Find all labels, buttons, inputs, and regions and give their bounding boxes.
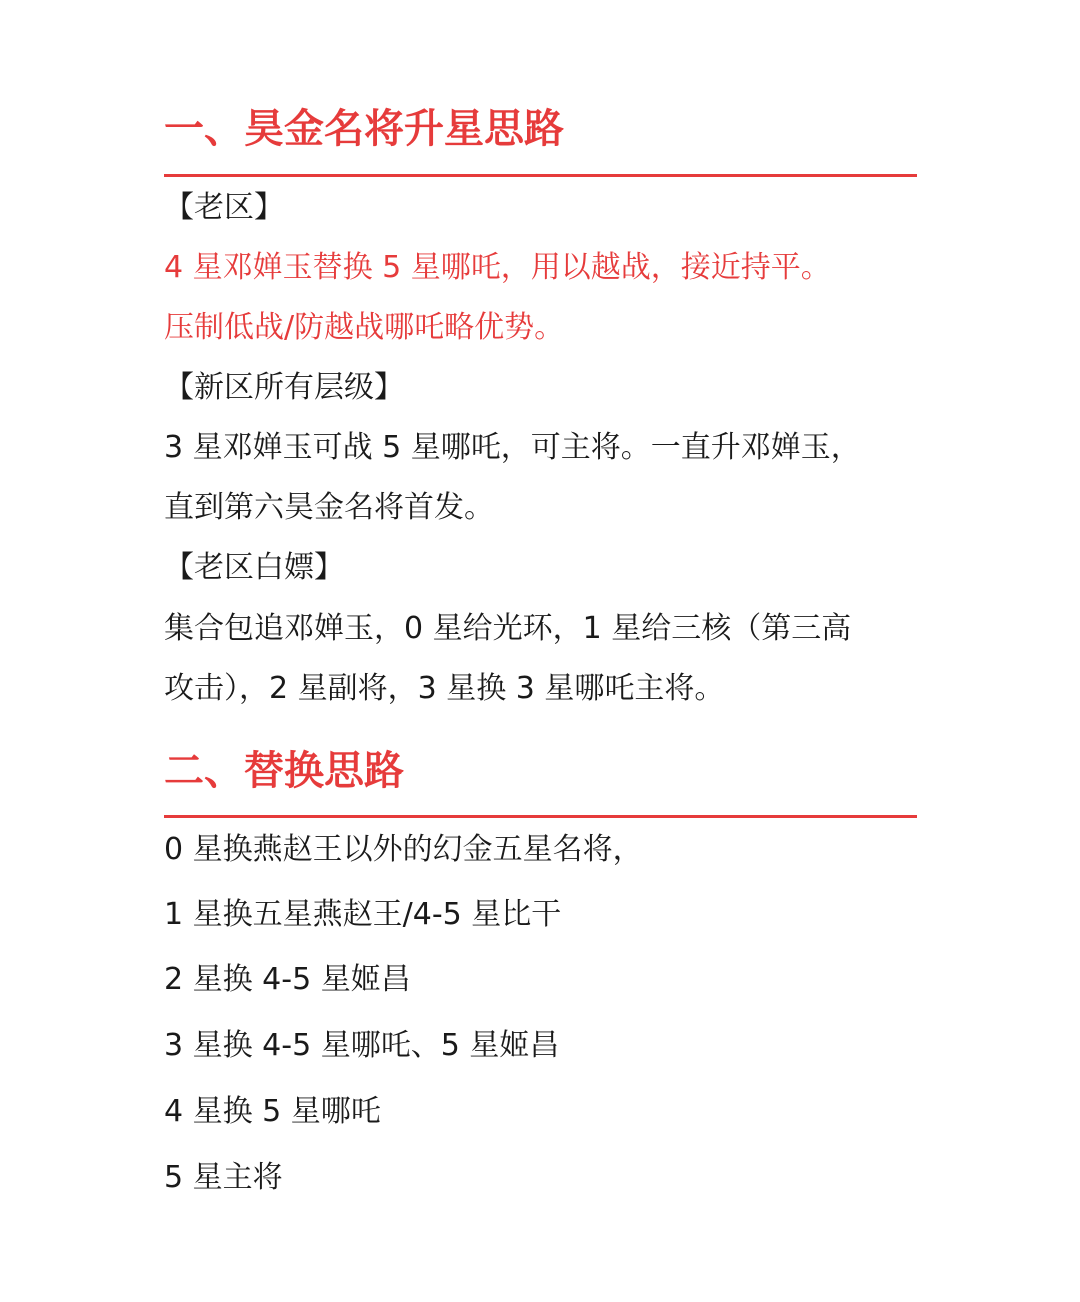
new-zone-label: 【新区所有层级】 [164,370,404,405]
replace-line: 0 星换燕赵王以外的幻金五星名将， [164,832,643,867]
replace-line: 3 星换 4-5 星哪吒、5 星姬昌 [164,1028,560,1063]
replace-line: 4 星换 5 星哪吒 [164,1094,381,1129]
replace-line: 2 星换 4-5 星姬昌 [164,962,411,997]
new-zone-line: 3 星邓婵玉可战 5 星哪吒，可主将。一直升邓婵玉， [164,430,861,465]
section1-title: 一、昊金名将升星思路 [164,106,564,152]
section2-divider [164,815,917,818]
free-label: 【老区白嫖】 [164,550,344,585]
old-zone-label: 【老区】 [164,190,284,225]
replace-line: 5 星主将 [164,1160,283,1195]
old-zone-line: 压制低战/防越战哪吒略优势。 [164,310,565,345]
free-line: 集合包追邓婵玉，0 星给光环，1 星给三核（第三高 [164,611,852,646]
free-line: 攻击），2 星副将，3 星换 3 星哪吒主将。 [164,671,725,706]
old-zone-line: 4 星邓婵玉替换 5 星哪吒，用以越战，接近持平。 [164,250,831,285]
section2-title: 二、替换思路 [164,748,404,794]
new-zone-line: 直到第六昊金名将首发。 [164,490,494,525]
section1-divider [164,174,917,177]
replace-line: 1 星换五星燕赵王/4-5 星比干 [164,897,562,932]
